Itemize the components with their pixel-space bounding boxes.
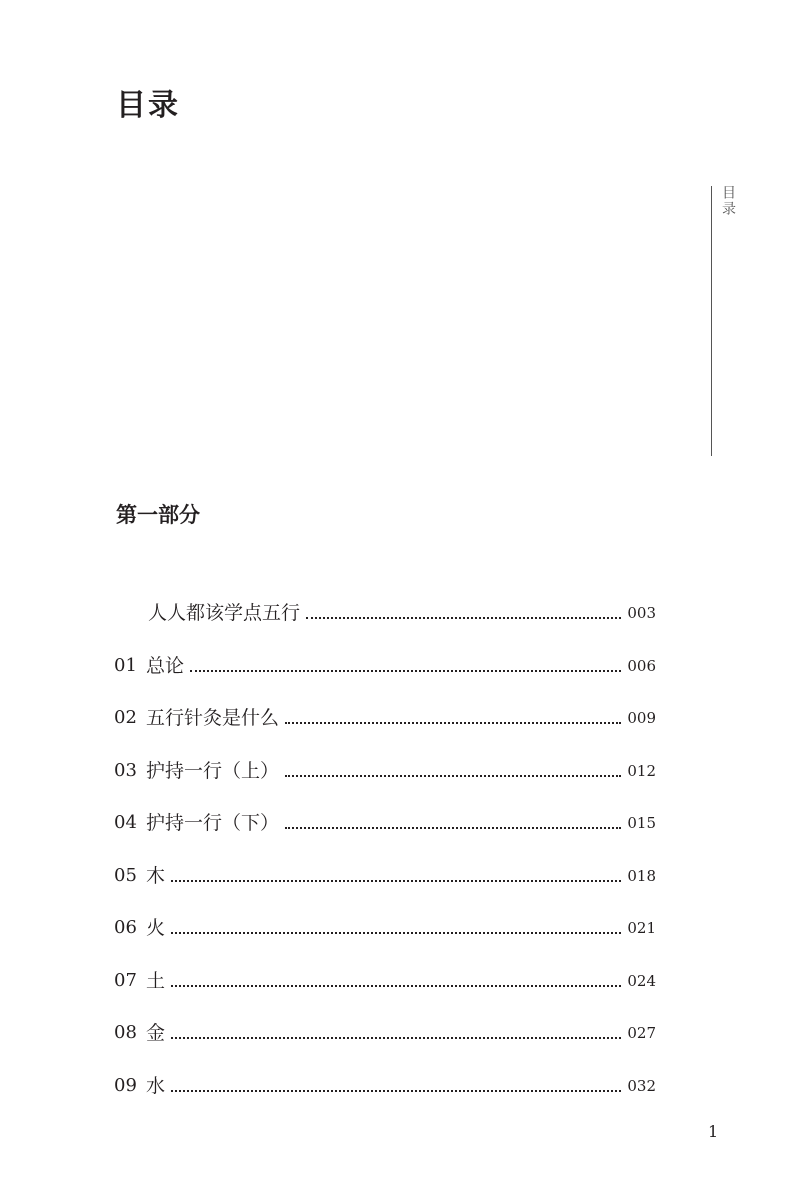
dot-leader (171, 880, 621, 882)
dot-leader (171, 932, 621, 934)
dot-leader (306, 617, 621, 619)
toc-entry-number: 03 (114, 760, 137, 781)
toc-entry-01[interactable] (114, 651, 656, 681)
toc-entry-03[interactable] (114, 756, 656, 786)
toc-entry-page: 032 (627, 1077, 656, 1095)
toc-entry-number: 08 (114, 1022, 137, 1043)
toc-entry-title: 土 (146, 970, 166, 992)
toc-entry-number: 06 (114, 917, 137, 938)
toc-entry-number: 07 (114, 970, 137, 991)
section-title: 第一部分 (116, 502, 200, 527)
dot-leader (285, 775, 621, 777)
toc-entry-05[interactable] (114, 861, 656, 891)
toc-entry-page: 009 (627, 709, 656, 727)
toc-entry-title: 护持一行（上） (146, 760, 280, 782)
toc-entry-page: 021 (627, 919, 656, 937)
toc-entry-page: 003 (627, 604, 656, 622)
toc-entry-title: 总论 (146, 655, 185, 677)
page-number: 1 (708, 1122, 719, 1141)
toc-entry-page: 012 (627, 762, 656, 780)
toc-entry-number: 05 (114, 865, 137, 886)
toc-entry-title: 木 (146, 865, 166, 887)
toc-entry-04[interactable] (114, 808, 656, 838)
toc-entry-09[interactable] (114, 1071, 656, 1101)
toc-entry-title: 火 (146, 917, 166, 939)
toc-entry-06[interactable] (114, 913, 656, 943)
side-tab-rule (711, 186, 712, 456)
toc-entry-07[interactable] (114, 966, 656, 996)
toc-entry-number: 02 (114, 707, 137, 728)
toc-entry-page: 027 (627, 1024, 656, 1042)
toc-entry-title: 护持一行（下） (146, 812, 280, 834)
toc-entry-title: 水 (146, 1075, 166, 1097)
toc-entry-page: 024 (627, 972, 656, 990)
dot-leader (285, 722, 621, 724)
toc-entry-number: 09 (114, 1075, 137, 1096)
toc-entry-page: 006 (627, 657, 656, 675)
toc-entry-number: 04 (114, 812, 137, 833)
dot-leader (190, 670, 621, 672)
dot-leader (171, 985, 621, 987)
toc-entry-02[interactable] (114, 703, 656, 733)
dot-leader (171, 1090, 621, 1092)
toc-entry-number: 01 (114, 655, 137, 676)
toc-entry-intro[interactable] (148, 598, 656, 628)
side-tab-label: 目录 (720, 185, 736, 217)
toc-entry-08[interactable] (114, 1018, 656, 1048)
toc-entry-page: 018 (627, 867, 656, 885)
toc-entry-title: 五行针灸是什么 (146, 707, 280, 729)
dot-leader (171, 1037, 621, 1039)
dot-leader (285, 827, 621, 829)
toc-entry-title: 金 (146, 1022, 166, 1044)
toc-entry-page: 015 (627, 814, 656, 832)
page-title: 目录 (116, 88, 180, 123)
toc-entry-title: 人人都该学点五行 (148, 602, 301, 624)
